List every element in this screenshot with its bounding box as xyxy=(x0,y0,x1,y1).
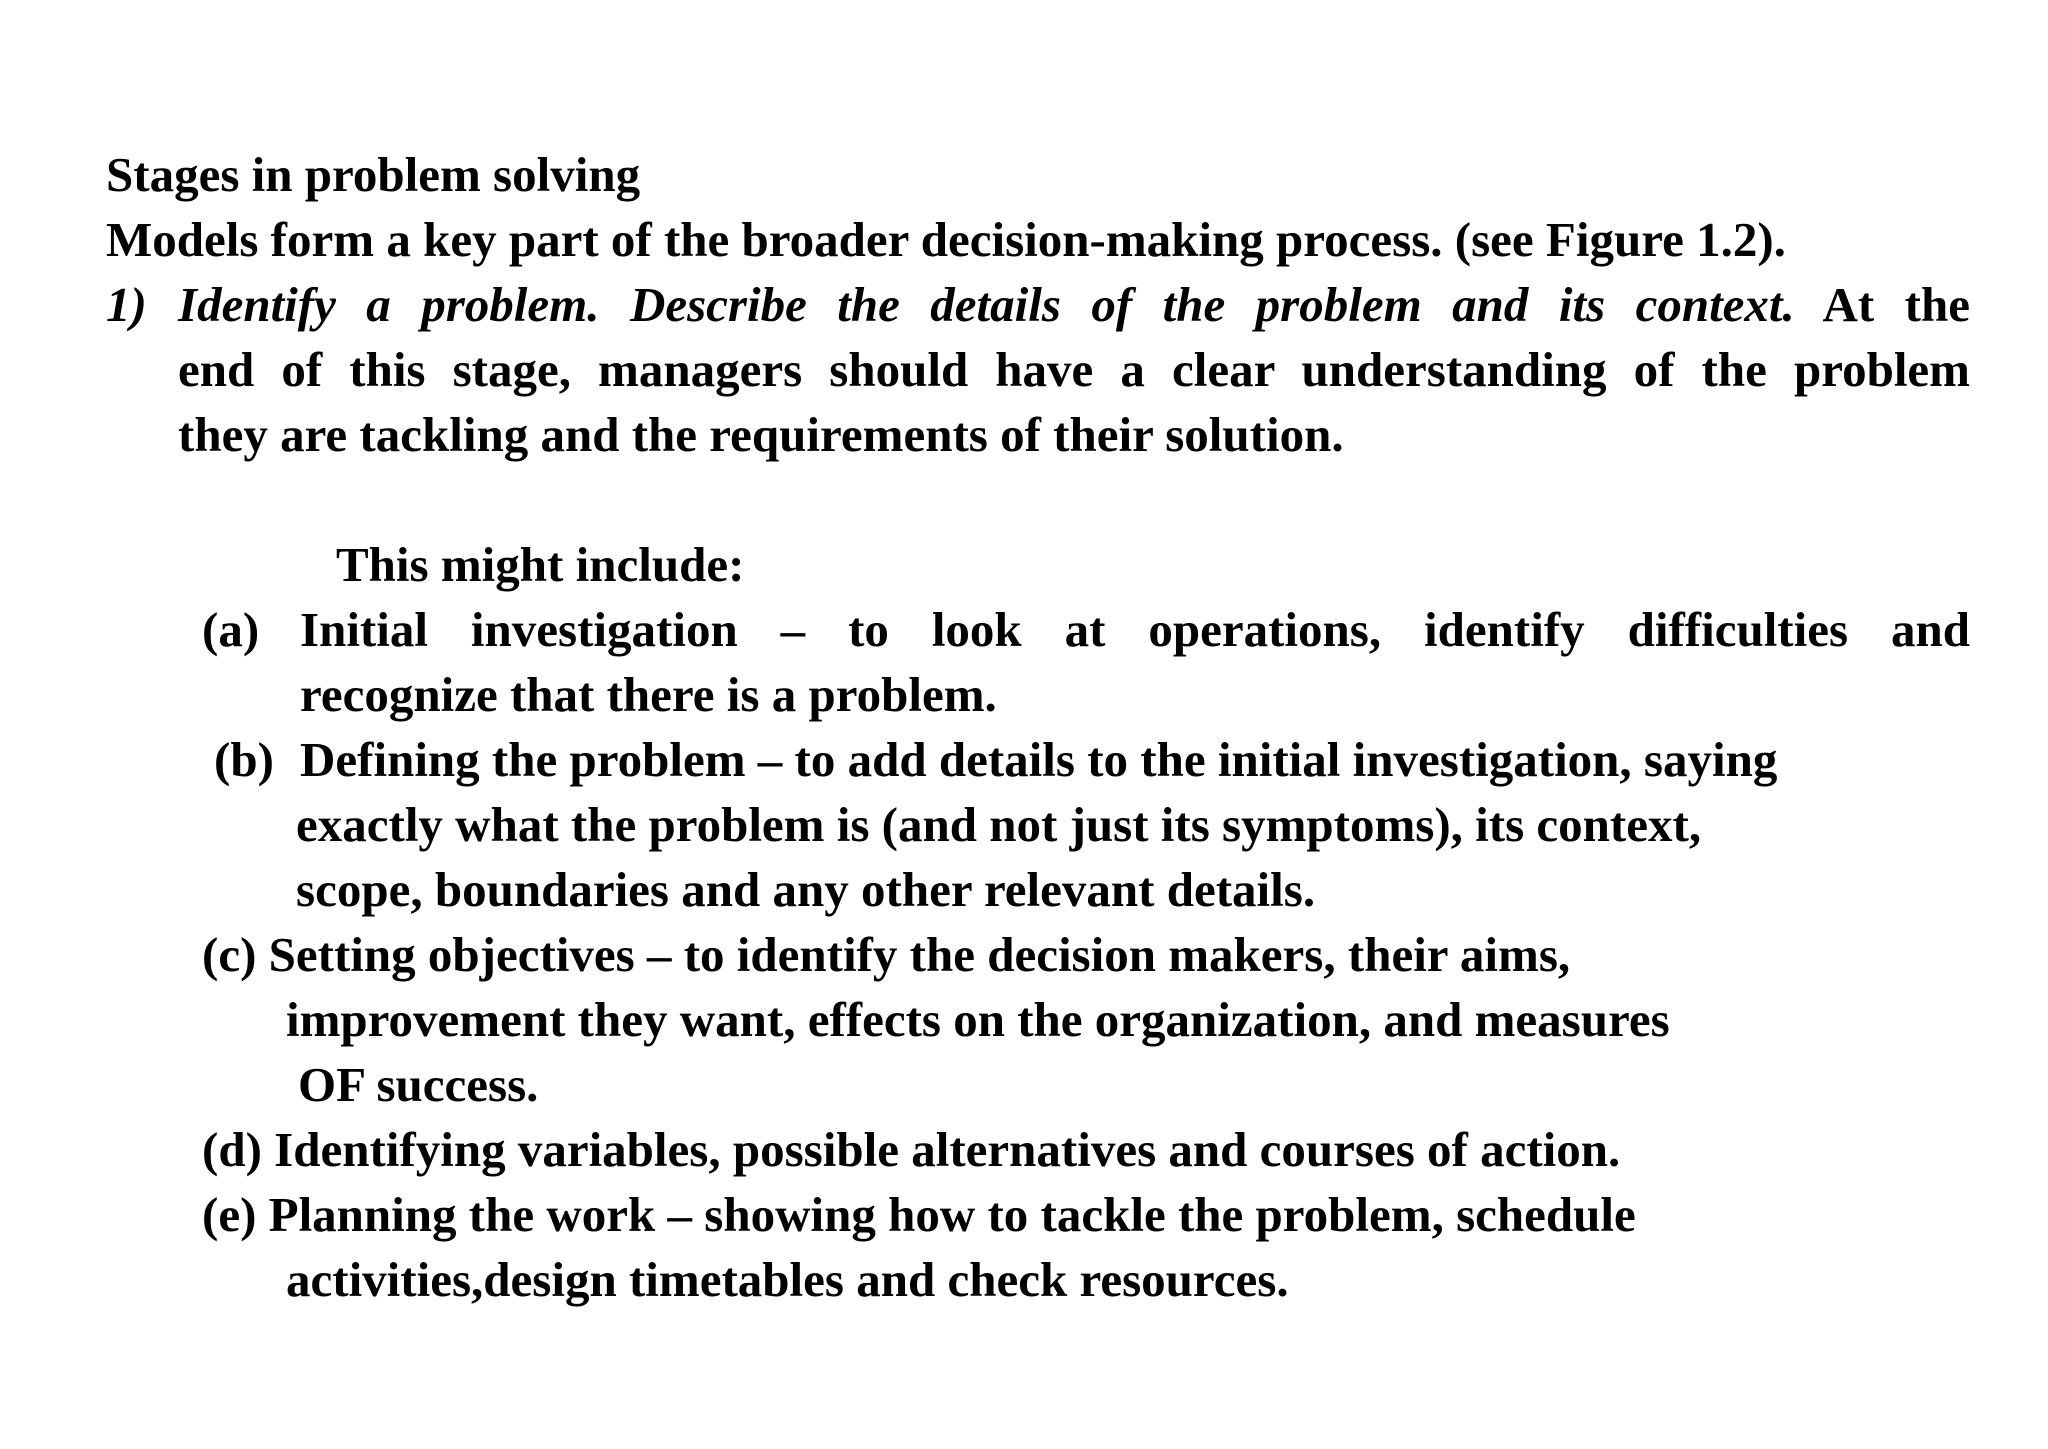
item-c-line-3: OF success. xyxy=(298,1057,539,1112)
item-d-line-1: (d) Identifying variables, possible alternatives and courses of action. xyxy=(202,1122,1621,1177)
item-a-line-2: recognize that there is a problem. xyxy=(300,667,997,722)
item-e-line-1: (e) Planning the work – showing how to tackle the problem, schedule xyxy=(202,1187,1636,1242)
stage-1-line-3: they are tackling and the requirements of their solution. xyxy=(178,407,1344,462)
intro-paragraph: Models form a key part of the broader decision-making process. (see Figure 1.2). xyxy=(106,212,1786,267)
item-a-marker: (a) xyxy=(202,602,260,657)
stage-1-line-1 xyxy=(178,272,1970,337)
item-b-line-1: Defining the problem – to add details to the initial investigation, saying xyxy=(300,732,1778,787)
page-title: Stages in problem solving xyxy=(106,147,641,202)
include-heading: This might include: xyxy=(336,537,745,592)
item-c-line-1: (c) Setting objectives – to identify the decision makers, their aims, xyxy=(202,927,1571,982)
item-a-line-1: Initial investigation – to look at operations, identify difficulties and xyxy=(300,602,1970,657)
stage-1-line-2: end of this stage, managers should have a clear understanding of the problem xyxy=(178,342,1970,397)
stage-1-italic-heading: Identify a problem. Describe the details of the problem and its context. xyxy=(178,277,1795,332)
item-b-line-3: scope, boundaries and any other relevant details. xyxy=(296,862,1316,917)
stage-1-number: 1) xyxy=(106,277,147,332)
stage-1-line-1-rest: At the xyxy=(1822,277,1970,332)
item-c-line-2: improvement they want, effects on the organization, and measures xyxy=(286,992,1670,1047)
item-b-line-2: exactly what the problem is (and not just its symptoms), its context, xyxy=(296,797,1702,852)
item-e-line-2: activities,design timetables and check resources. xyxy=(286,1252,1289,1307)
item-b-marker: (b) xyxy=(214,732,274,787)
